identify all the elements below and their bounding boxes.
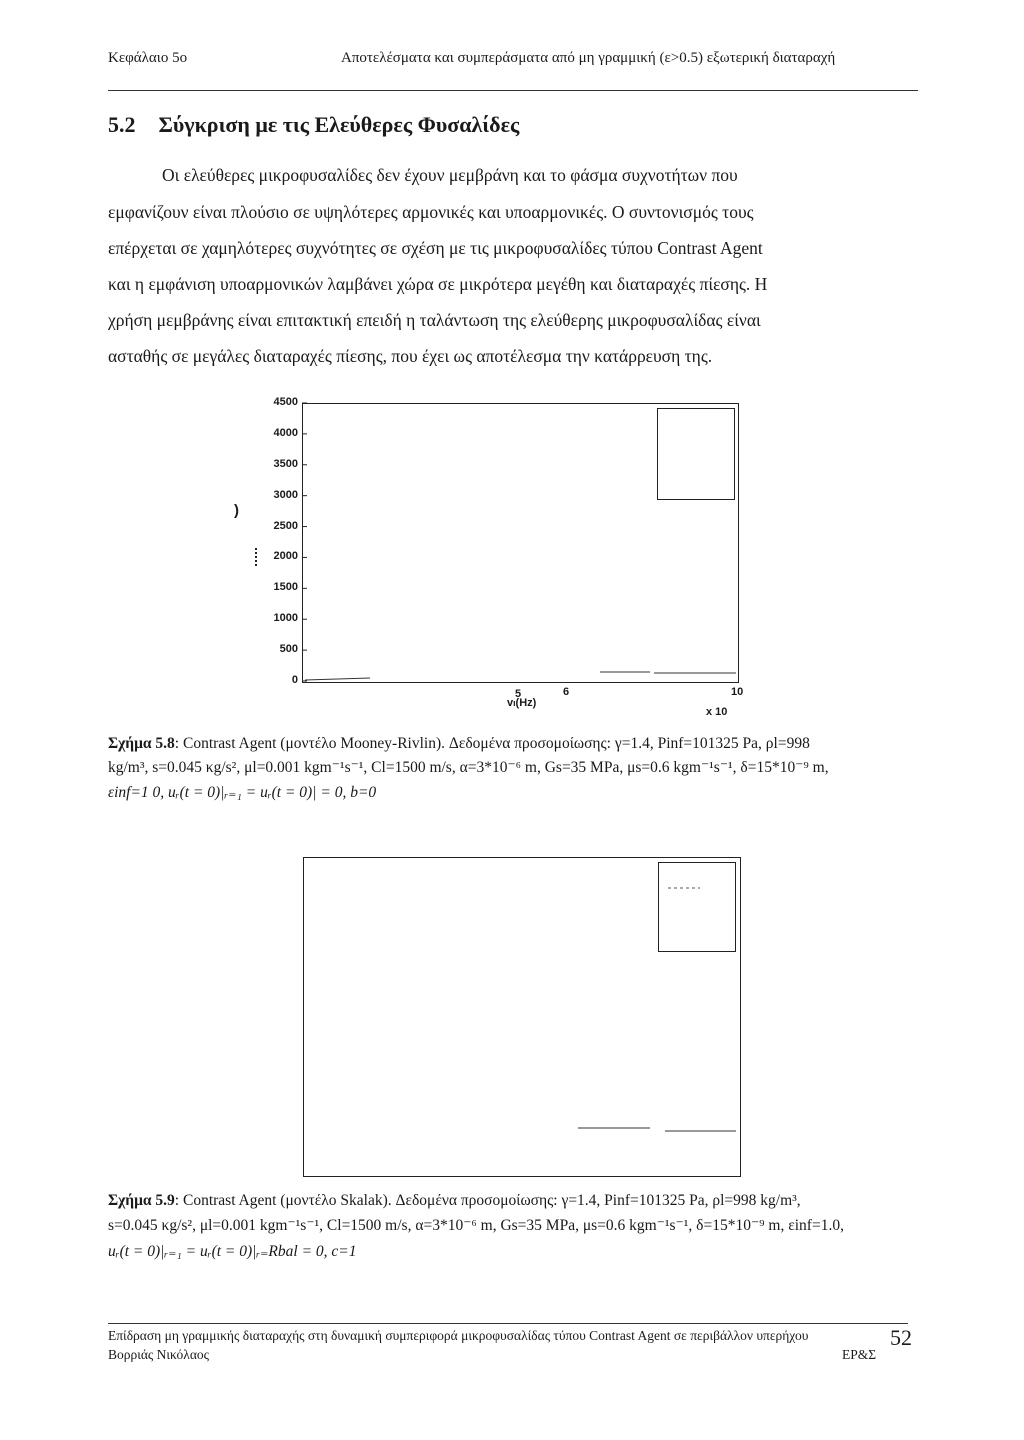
paragraph-line: ασταθής σε μεγάλες διαταραχές πίεσης, που έχει ως αποτέλεσμα την κατάρρευση της.	[108, 346, 713, 366]
running-header-title: Αποτελέσματα και συμπεράσματα από μη γραμμική (ε>0.5) εξωτερική διαταραχή	[341, 50, 836, 66]
x-tick-label: 5	[515, 688, 522, 700]
y-tick-label: 2000	[273, 550, 298, 563]
y-tick-label: 4000	[273, 426, 298, 439]
x-tick-label: 10	[731, 686, 744, 698]
paragraph-line: επέρχεται σε χαμηλότερες συχνότητες σε σχέση με τις μικροφυσαλίδες τύπου Contrast Agent	[108, 238, 763, 258]
paragraph-line: χρήση μεμβράνης είναι επιτακτική επειδή η ταλάντωση της ελεύθερης μικροφυσαλίδας είναι	[108, 310, 761, 330]
figure-2-caption-line: s=0.045 κg/s², μl=0.001 kgm⁻¹s⁻¹, Cl=1500 m/s, α=3*10⁻⁶ m, Gs=35 MPa, μs=0.6 kgm⁻¹s⁻¹, δ=15*10⁻⁹ m, εinf=1.0,	[108, 1217, 844, 1234]
section-number: 5.2	[108, 112, 136, 137]
figure-2-caption-line: uᵣ(t = 0)|ᵣ₌₁ = uᵣ(t = 0)|ᵣ₌Rbal = 0, c=1	[108, 1243, 357, 1260]
figure-2-caption-text: : Contrast Agent (μοντέλο Skalak). Δεδομένα προσομοίωσης: γ=1.4, Pinf=101325 Pa, ρl=998 kg/m³,	[174, 1192, 801, 1209]
footer-author: Βορριάς Νικόλαος	[108, 1347, 210, 1362]
y-tick-label: 4500	[273, 396, 298, 408]
section-title: Σύγκριση με τις Ελεύθερες Φυσαλίδες	[158, 112, 520, 137]
y-tick-label: 3500	[273, 457, 298, 470]
figure-2-caption-line	[108, 1192, 801, 1210]
y-tick-label: 3000	[273, 488, 298, 501]
paragraph-line: Οι ελεύθερες μικροφυσαλίδες δεν έχουν μεμβράνη και το φάσμα συχνοτήτων που	[162, 165, 738, 185]
footer-rule	[108, 1323, 908, 1324]
figure-1-caption-text: : Contrast Agent (μοντέλο Mooney-Rivlin). Δεδομένα προσομοίωσης: γ=1.4, Pinf=101325 Pa, ρl=998	[174, 735, 810, 752]
running-header-chapter: Κεφάλαιο 5ο	[108, 50, 188, 66]
y-tick-label: 500	[279, 643, 298, 656]
x-axis-multiplier: x 10	[706, 706, 728, 718]
figure-1-caption-line: εinf=1 0, uᵣ(t = 0)|ᵣ₌₁ = uᵣ(t = 0)| = 0, b=0	[108, 784, 377, 801]
figure-1-caption-line: kg/m³, s=0.045 κg/s², μl=0.001 kgm⁻¹s⁻¹, Cl=1500 m/s, α=3*10⁻⁶ m, Gs=35 MPa, μs=0.6 kgm⁻¹s⁻¹, δ=15*10⁻⁹ m,	[108, 759, 829, 776]
x-axis-label: vₗ(Hz)	[507, 697, 537, 709]
x-tick-label: 6	[563, 686, 570, 698]
y-axis-glyph: )	[234, 502, 239, 519]
footer-title: Επίδραση μη γραμμικής διαταραχής στη δυναμική συμπεριφορά μικροφυσαλίδας τύπου Contrast Agent σε περιβάλλον υπερήχου	[108, 1328, 809, 1343]
figure-2-caption-label: Σχήμα 5.9	[108, 1192, 175, 1209]
paragraph-line: εμφανίζουν είναι πλούσιο σε υψηλότερες αρμονικές και υποαρμονικές. Ο συντονισμός τους	[108, 202, 754, 222]
paragraph-line: και η εμφάνιση υποαρμονικών λαμβάνει χώρα σε μικρότερα μεγέθη και διαταραχές πίεσης. Η	[108, 274, 768, 294]
y-tick-label: 0	[291, 674, 298, 686]
figure-1-caption-label: Σχήμα 5.8	[108, 735, 175, 752]
y-tick-label: 1000	[273, 612, 298, 625]
y-tick-label: 2500	[273, 519, 298, 532]
footer-department: ΕΡ&Σ	[842, 1347, 877, 1362]
page-number: 52	[890, 1325, 912, 1350]
y-tick-label: 1500	[273, 581, 298, 594]
